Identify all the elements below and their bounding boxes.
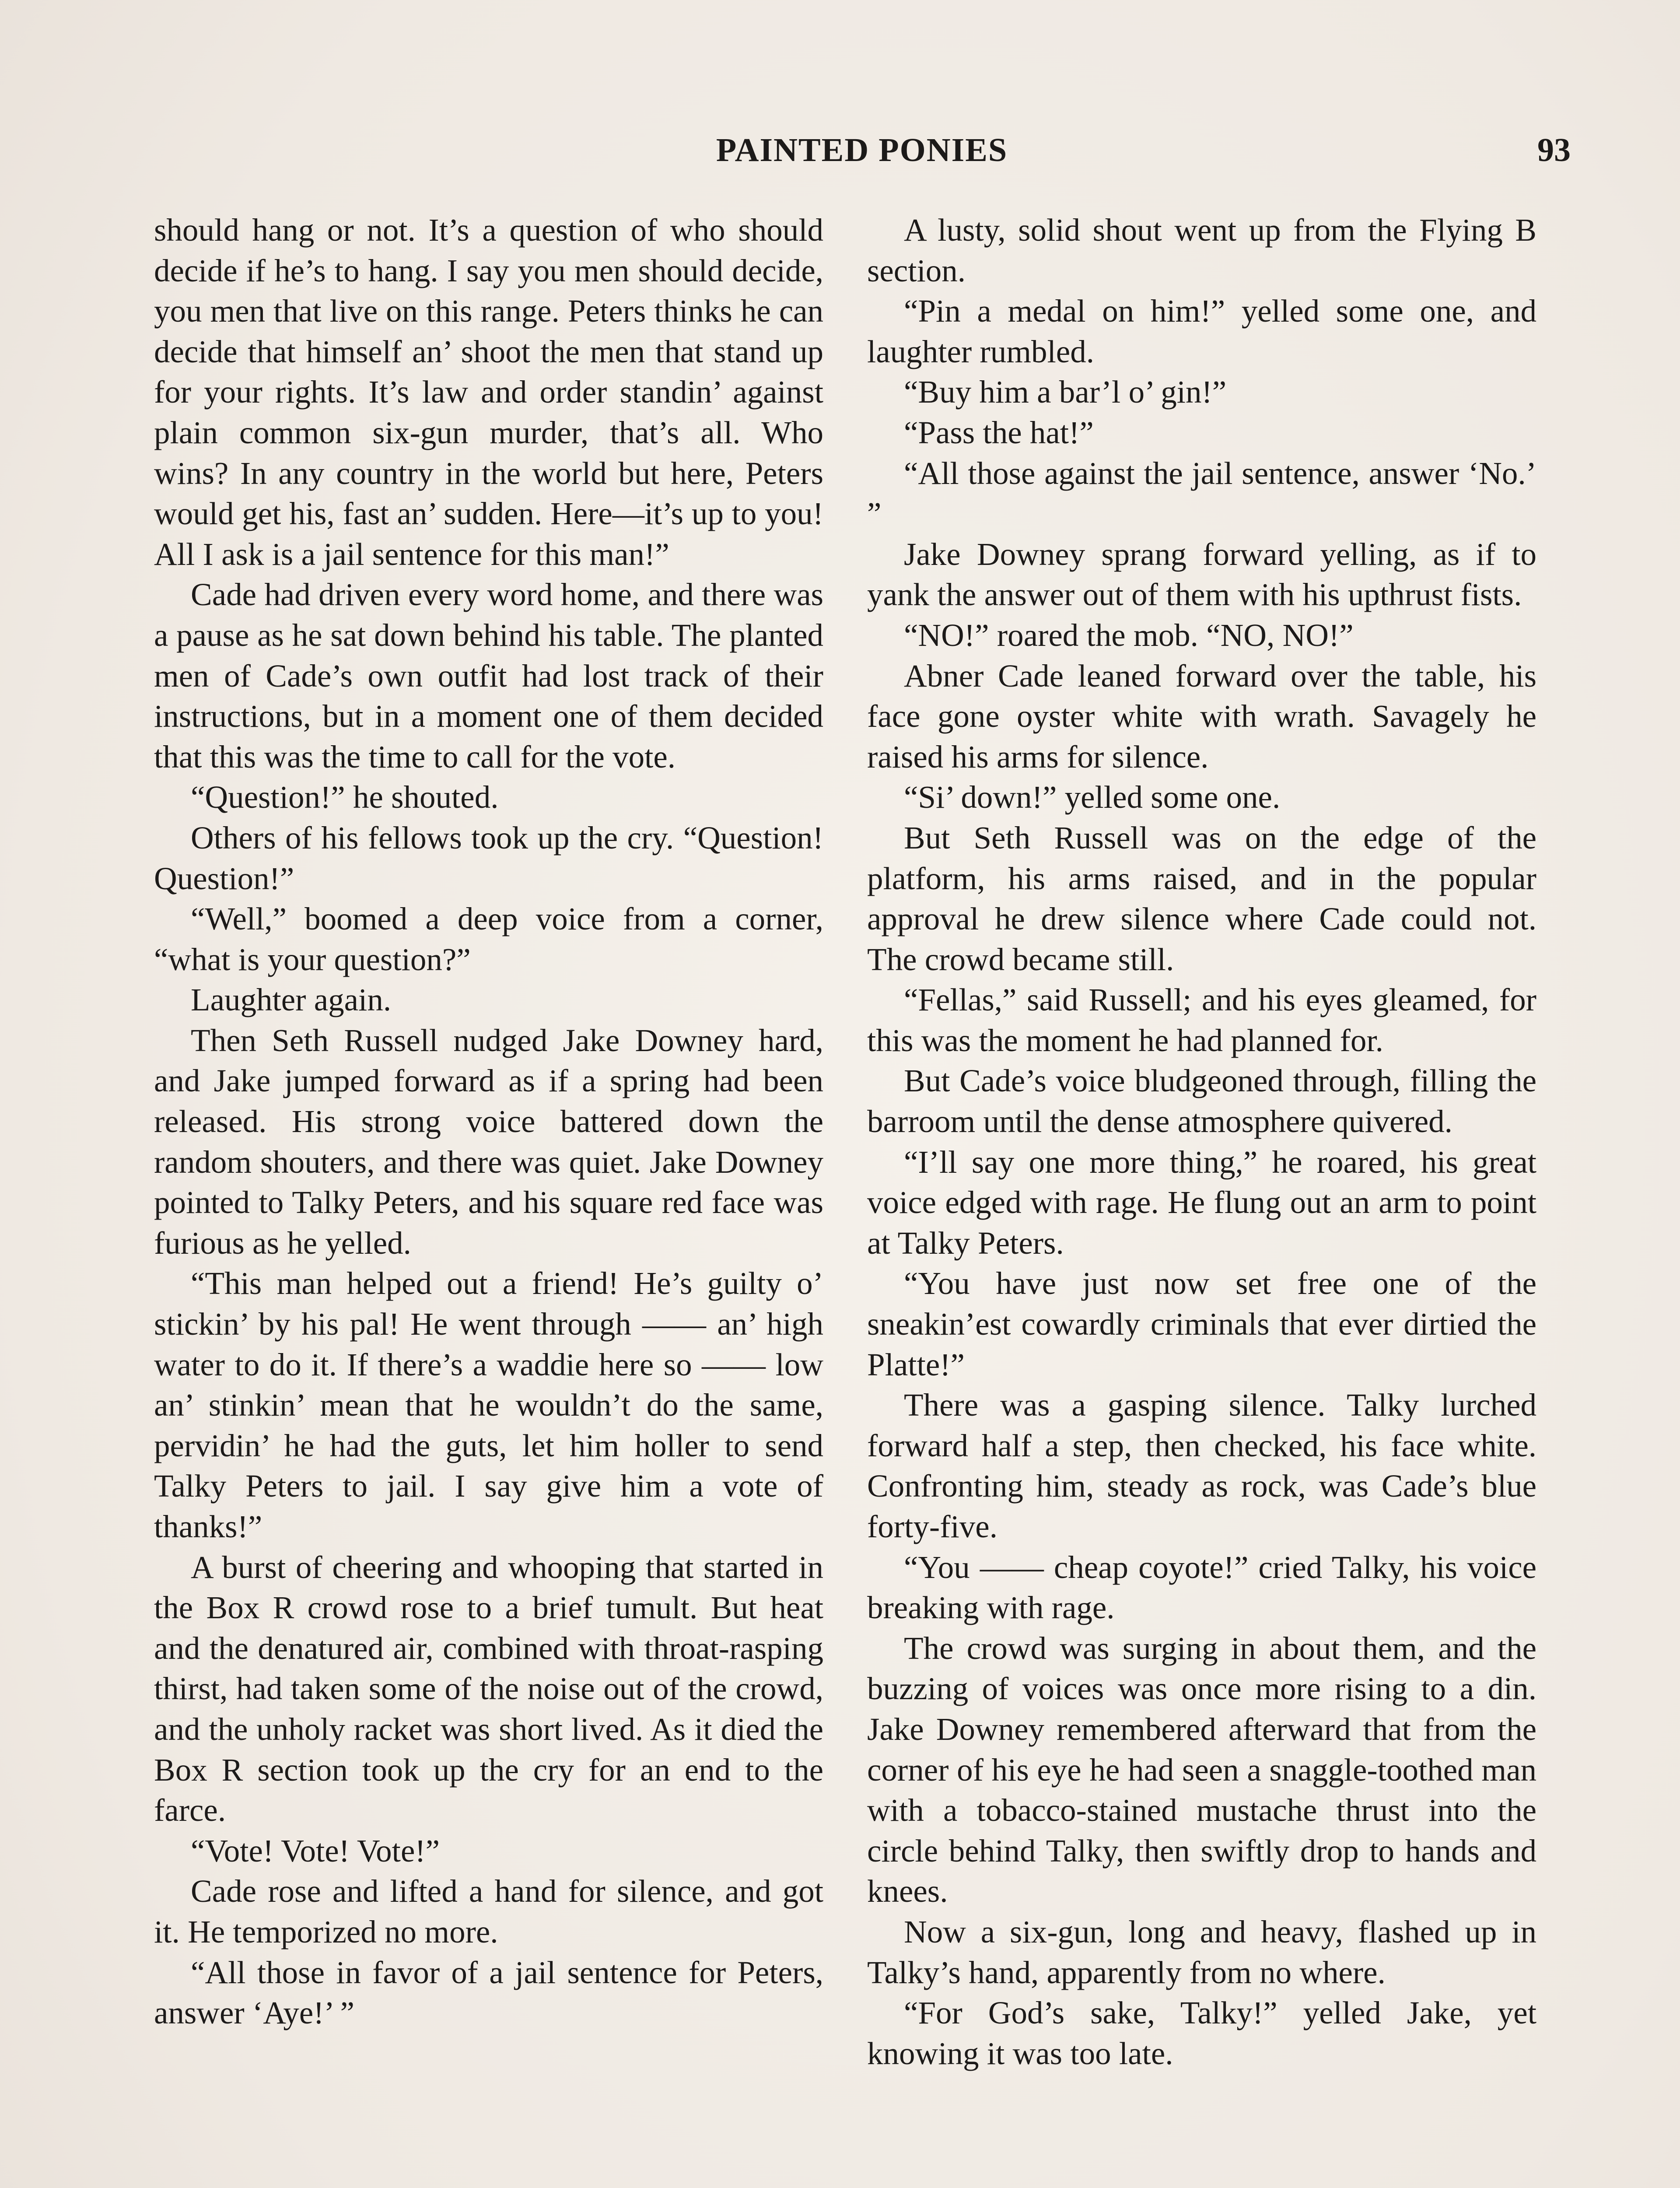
paragraph: The crowd was surging in about them, and the buzzing of voices was once more rising to a din. Jake Downey remembered afterward that from the corner of his eye he had seen a snaggle-toothed man with a tobacco-stained mustache thrust into the circle behind Talky, then swiftly drop to hands and knees.: [867, 1630, 1536, 1909]
paragraph: Then Seth Russell nudged Jake Downey hard, and Jake jumped forward as if a spring had been released. His strong voice battered down the random shouters, and there was quiet. Jake Downey pointed to Talky Peters, and his square red face was furious as he yelled.: [154, 1022, 823, 1261]
paragraph: “Vote! Vote! Vote!”: [191, 1833, 440, 1869]
paragraph: should hang or not. It’s a question of who should decide if he’s to hang. I say you men should decide, you men that live on this range. Peters thinks he can decide that himself an’ shoot the men that stand up for your rights. It’s law and order standin’ against plain common six-gun murder, that’s all. Who wins? In any country in the world but here, Peters would get his, fast an’ sudden. Here—it’s up to you! All I ask is a jail sentence for this man!”: [154, 212, 823, 572]
right-text-column: [867, 210, 1536, 2074]
paragraph: Now a six-gun, long and heavy, flashed up in Talky’s hand, apparently from no where.: [867, 1914, 1536, 1990]
paragraph: “I’ll say one more thing,” he roared, his great voice edged with rage. He flung out an arm to point at Talky Peters.: [867, 1144, 1536, 1261]
paragraph: Others of his fellows took up the cry. “Question! Question!”: [154, 820, 823, 896]
paragraph: “This man helped out a friend! He’s guilty o’ stickin’ by his pal! He went through —— an’ high water to do it. If there’s a waddie here so —— low an’ stinkin’ mean that he wouldn’t do the same, pervidin’ he had the guts, let him holler to send Talky Peters to jail. I say give him a vote of thanks!”: [154, 1266, 823, 1544]
paragraph: Cade had driven every word home, and there was a pause as he sat down behind his table. The planted men of Cade’s own outfit had lost track of their instructions, but in a moment one of them decided that this was the time to call for the vote.: [154, 577, 823, 775]
paragraph: “NO!” roared the mob. “NO, NO!”: [904, 617, 1354, 653]
left-text-column: [154, 210, 823, 2034]
paragraph: Laughter again.: [191, 982, 392, 1018]
paragraph: “Pass the hat!”: [904, 414, 1094, 450]
paragraph: “Question!” he shouted.: [191, 779, 499, 815]
paragraph: There was a gasping silence. Talky lurched forward half a step, then checked, his face white. Confronting him, steady as rock, was Cade’s blue forty-five.: [867, 1387, 1536, 1544]
paragraph: Abner Cade leaned forward over the table, his face gone oyster white with wrath. Savagely he raised his arms for silence.: [867, 658, 1536, 775]
paragraph: A burst of cheering and whooping that started in the Box R crowd rose to a brief tumult. But heat and the denatured air, combined with throat-rasping thirst, had taken some of the noise out of the crowd, and the unholy racket was short lived. As it died the Box R section took up the cry for an end to the farce.: [154, 1549, 823, 1828]
paragraph: “All those in favor of a jail sentence for Peters, answer ‘Aye!’ ”: [154, 1954, 823, 2031]
paragraph: Jake Downey sprang forward yelling, as if to yank the answer out of them with his upthrust fists.: [867, 536, 1536, 613]
paragraph: “Pin a medal on him!” yelled some one, and laughter rumbled.: [867, 293, 1536, 369]
page-header: [153, 131, 1571, 179]
page-number: 93: [1537, 132, 1571, 168]
paragraph: “Si’ down!” yelled some one.: [904, 779, 1281, 815]
paragraph: “You —— cheap coyote!” cried Talky, his voice breaking with rage.: [867, 1549, 1536, 1626]
paragraph: But Cade’s voice bludgeoned through, filling the barroom until the dense atmosphere quivered.: [867, 1063, 1536, 1140]
paragraph: A lusty, solid shout went up from the Flying B section.: [867, 212, 1536, 288]
paragraph: “Buy him a bar’l o’ gin!”: [904, 374, 1227, 410]
paragraph: But Seth Russell was on the edge of the platform, his arms raised, and in the popular approval he drew silence where Cade could not. The crowd became still.: [867, 820, 1536, 977]
paragraph: “Well,” boomed a deep voice from a corner, “what is your question?”: [154, 901, 823, 977]
paragraph: Cade rose and lifted a hand for silence, and got it. He temporized no more.: [154, 1873, 823, 1950]
paragraph: “For God’s sake, Talky!” yelled Jake, yet knowing it was too late.: [867, 1995, 1536, 2071]
running-title: PAINTED PONIES: [716, 132, 1008, 168]
paragraph: “All those against the jail sentence, answer ‘No.’ ”: [867, 455, 1536, 532]
paragraph: “You have just now set free one of the sneakin’est cowardly criminals that ever dirtied the Platte!”: [867, 1266, 1536, 1382]
paragraph: “Fellas,” said Russell; and his eyes gleamed, for this was the moment he had planned for.: [867, 982, 1536, 1058]
